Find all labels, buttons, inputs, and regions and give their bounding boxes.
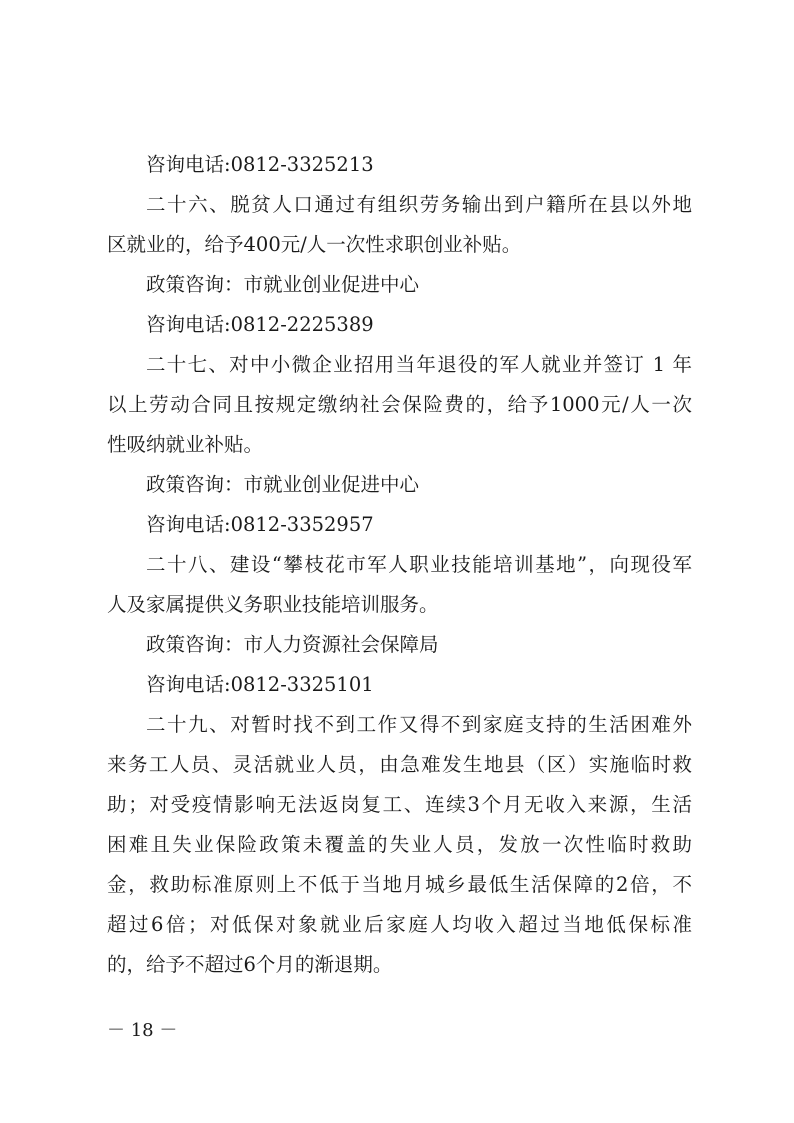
text-line: 的，给予不超过6个月的渐退期。 [107, 953, 393, 976]
text-line: 二十八、建设“攀枝花市军人职业技能培训基地”，向现役军 [146, 553, 692, 576]
text-line: 咨询电话:0812-3325213 [146, 153, 374, 176]
text-line: 咨询电话:0812-3352957 [146, 513, 374, 536]
document-body [107, 145, 692, 985]
text-line: 性吸纳就业补贴。 [107, 433, 264, 456]
text-line: 二十六、脱贫人口通过有组织劳务输出到户籍所在县以外地 [146, 193, 692, 216]
text-line: 咨询电话:0812-3325101 [146, 673, 374, 696]
text-line: 二十九、对暂时找不到工作又得不到家庭支持的生活困难外 [146, 713, 692, 736]
text-line: 来务工人员、灵活就业人员，由急难发生地县（区）实施临时救 [107, 753, 692, 776]
text-line: 困难且失业保险政策未覆盖的失业人员，发放一次性临时救助 [107, 833, 692, 856]
text-line: 二十七、对中小微企业招用当年退役的军人就业并签订 1 年 [146, 353, 692, 376]
text-line: 金，救助标准原则上不低于当地月城乡最低生活保障的2倍，不 [107, 873, 692, 896]
text-line: 区就业的，给予400元/人一次性求职创业补贴。 [107, 233, 522, 256]
text-line: 超过6倍；对低保对象就业后家庭人均收入超过当地低保标准 [107, 913, 692, 936]
page-number: － 18 － [107, 1020, 178, 1041]
text-line: 人及家属提供义务职业技能培训服务。 [107, 593, 439, 616]
text-line: 政策咨询：市就业创业促进中心 [146, 273, 420, 296]
text-line: 咨询电话:0812-2225389 [146, 313, 374, 336]
text-line: 以上劳动合同且按规定缴纳社会保险费的，给予1000元/人一次 [107, 393, 692, 416]
text-line: 助；对受疫情影响无法返岗复工、连续3个月无收入来源，生活 [107, 793, 692, 816]
text-line: 政策咨询：市人力资源社会保障局 [146, 633, 439, 656]
text-line: 政策咨询：市就业创业促进中心 [146, 473, 420, 496]
